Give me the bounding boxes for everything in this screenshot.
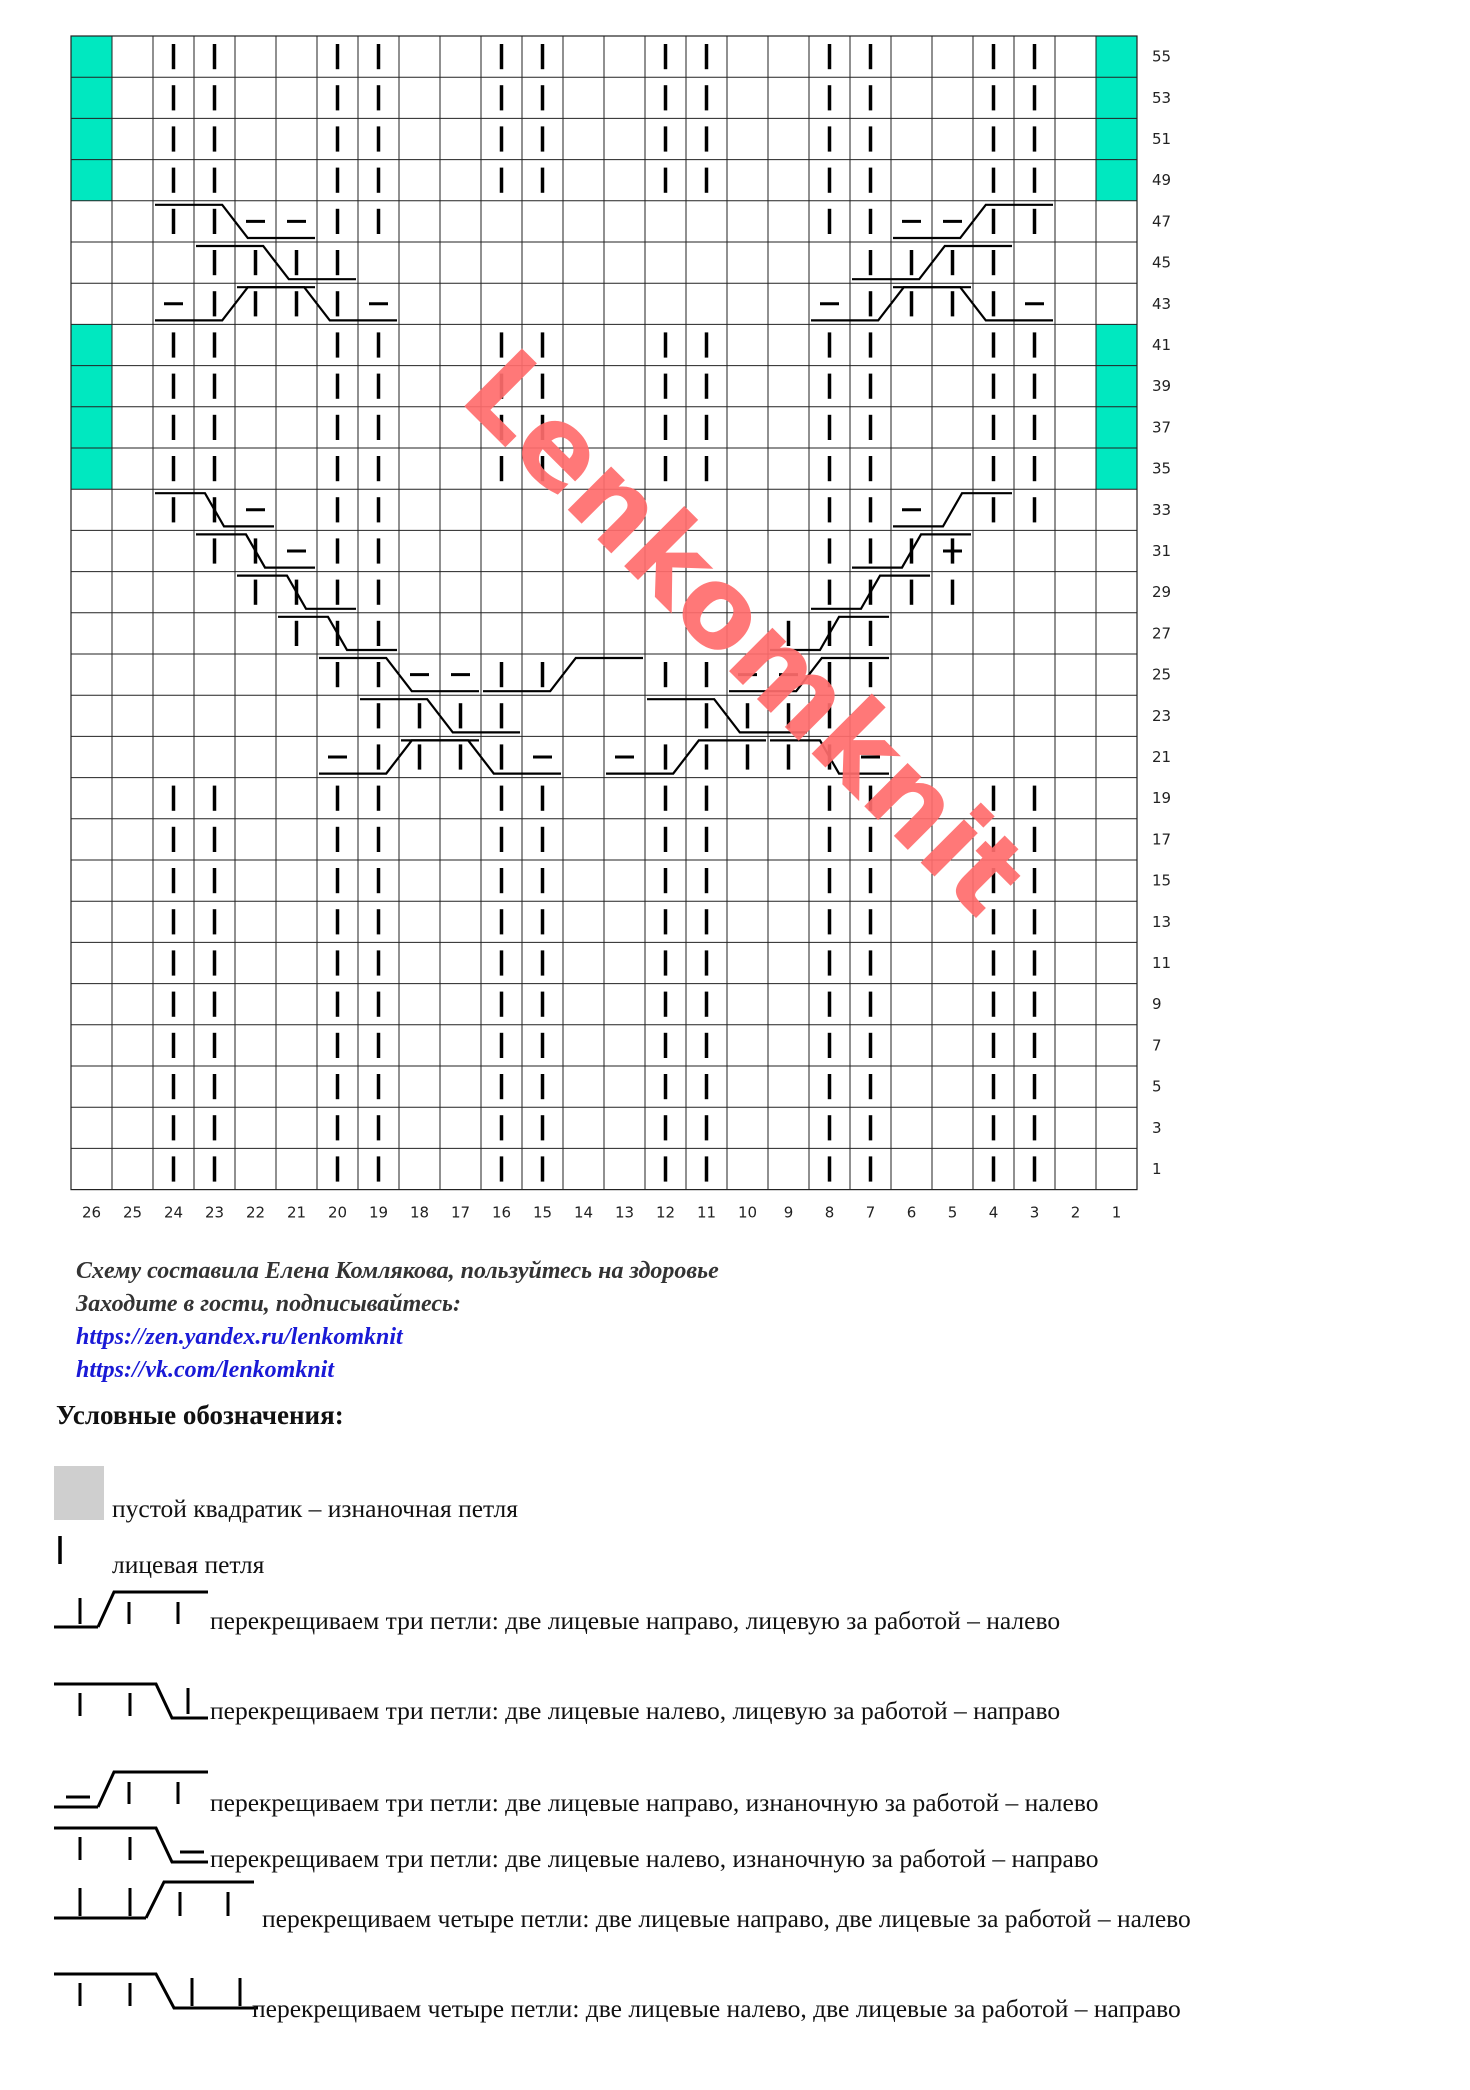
- cross-4-right-icon: [52, 1876, 262, 1931]
- teal-cell: [1096, 366, 1137, 407]
- column-label: 9: [783, 1203, 794, 1222]
- column-label: 24: [163, 1203, 184, 1222]
- row-label: 45: [1152, 253, 1172, 272]
- watermark: Lenkomknit: [437, 326, 1052, 941]
- credits-block: [76, 1255, 719, 1387]
- row-label: 17: [1152, 830, 1172, 849]
- teal-cell: [1096, 160, 1137, 201]
- column-label: 22: [245, 1203, 266, 1222]
- column-label: 25: [122, 1203, 143, 1222]
- legend-text-cross-3-right-knit: перекрещиваем три петли: две лицевые направо, лицевую за работой – налево: [210, 1606, 1061, 1635]
- legend-text-cross-3-left-purl: перекрещиваем три петли: две лицевые налево, изнаночную за работой – направо: [210, 1844, 1099, 1873]
- legend-text-cross-3-right-purl: перекрещиваем три петли: две лицевые направо, изнаночную за работой – налево: [210, 1788, 1099, 1817]
- column-label: 16: [491, 1203, 512, 1222]
- vk-link[interactable]: https://vk.com/lenkomknit: [76, 1357, 335, 1383]
- row-label: 5: [1152, 1077, 1162, 1096]
- cross-3-left-knit-icon: [52, 1676, 212, 1731]
- row-label: 55: [1152, 47, 1172, 66]
- column-label: 6: [906, 1203, 917, 1222]
- column-label: 17: [450, 1203, 471, 1222]
- teal-cell: [1096, 36, 1137, 77]
- legend-text-cross-4-right: перекрещиваем четыре петли: две лицевые направо, две лицевые за работой – налево: [262, 1904, 1191, 1933]
- column-label: 7: [865, 1203, 876, 1222]
- row-label: 43: [1152, 294, 1172, 313]
- teal-cell: [1096, 118, 1137, 159]
- column-label: 19: [368, 1203, 389, 1222]
- column-label: 5: [947, 1203, 958, 1222]
- column-label: 26: [81, 1203, 102, 1222]
- column-label: 18: [409, 1203, 430, 1222]
- row-labels: [1152, 48, 1171, 1178]
- legend-text-purl: пустой квадратик – изнаночная петля: [112, 1494, 519, 1523]
- row-label: 51: [1152, 130, 1172, 148]
- purl-square-icon: [54, 1466, 104, 1525]
- teal-cell: [71, 160, 112, 201]
- row-label: 15: [1152, 871, 1172, 890]
- column-label: 2: [1070, 1203, 1081, 1222]
- teal-cell: [1096, 448, 1137, 489]
- chart-grid: [71, 36, 1137, 1190]
- row-label: 7: [1152, 1036, 1162, 1055]
- teal-cell: [1096, 324, 1137, 365]
- row-label: 1: [1152, 1160, 1162, 1178]
- cross-4-left-icon: [52, 1966, 262, 2021]
- row-label: 41: [1152, 336, 1172, 354]
- credits-invite: Заходите в гости, подписывайтесь:: [76, 1291, 461, 1317]
- column-label: 3: [1029, 1203, 1040, 1222]
- row-label: 49: [1152, 171, 1172, 190]
- column-label: 21: [286, 1203, 307, 1222]
- cross-3-right-knit-icon: [52, 1586, 212, 1641]
- row-label: 9: [1152, 995, 1162, 1014]
- row-label: 23: [1152, 706, 1172, 725]
- teal-cell: [1096, 77, 1137, 118]
- column-label: 12: [655, 1203, 676, 1222]
- teal-cell: [71, 118, 112, 159]
- column-label: 20: [327, 1203, 348, 1222]
- teal-cell: [71, 366, 112, 407]
- row-label: 27: [1152, 624, 1172, 643]
- teal-cell: [71, 407, 112, 448]
- teal-cell: [1096, 407, 1137, 448]
- row-label: 21: [1152, 748, 1172, 766]
- credits-author: Схему составила Елена Комлякова, пользуйтесь на здоровье: [76, 1258, 719, 1284]
- row-label: 35: [1152, 459, 1172, 478]
- cross-3-right-purl-icon: [52, 1766, 212, 1821]
- row-label: 11: [1152, 954, 1172, 972]
- row-label: 47: [1152, 212, 1172, 231]
- teal-cell: [71, 77, 112, 118]
- row-label: 25: [1152, 665, 1172, 684]
- row-label: 33: [1152, 500, 1172, 519]
- legend-text-cross-4-left: перекрещиваем четыре петли: две лицевые налево, две лицевые за работой – направо: [252, 1994, 1181, 2023]
- column-label: 23: [204, 1203, 225, 1222]
- row-label: 37: [1152, 418, 1172, 437]
- column-label: 8: [824, 1203, 835, 1222]
- cross-3-left-purl-icon: [52, 1820, 212, 1875]
- column-label: 4: [988, 1203, 999, 1222]
- legend-text-knit: лицевая петля: [112, 1550, 265, 1579]
- legend-title: Условные обозначения:: [56, 1400, 344, 1430]
- row-label: 3: [1152, 1118, 1162, 1137]
- zen-link[interactable]: https://zen.yandex.ru/lenkomknit: [76, 1324, 403, 1350]
- row-label: 29: [1152, 583, 1172, 602]
- column-label: 13: [614, 1203, 635, 1222]
- column-label: 11: [696, 1203, 717, 1222]
- column-label: 14: [573, 1203, 594, 1222]
- legend-text-cross-3-left-knit: перекрещиваем три петли: две лицевые налево, лицевую за работой – направо: [210, 1696, 1061, 1725]
- column-label: 10: [737, 1203, 758, 1222]
- row-label: 13: [1152, 912, 1172, 931]
- row-label: 19: [1152, 789, 1172, 808]
- teal-cell: [71, 448, 112, 489]
- knit-stitch-icon: [54, 1530, 74, 1575]
- column-label: 15: [532, 1203, 553, 1222]
- teal-cell: [71, 324, 112, 365]
- column-label: 1: [1111, 1203, 1122, 1222]
- row-label: 53: [1152, 88, 1172, 107]
- row-label: 39: [1152, 377, 1172, 396]
- teal-cell: [71, 36, 112, 77]
- column-labels: [82, 1204, 1121, 1222]
- row-label: 31: [1152, 542, 1172, 560]
